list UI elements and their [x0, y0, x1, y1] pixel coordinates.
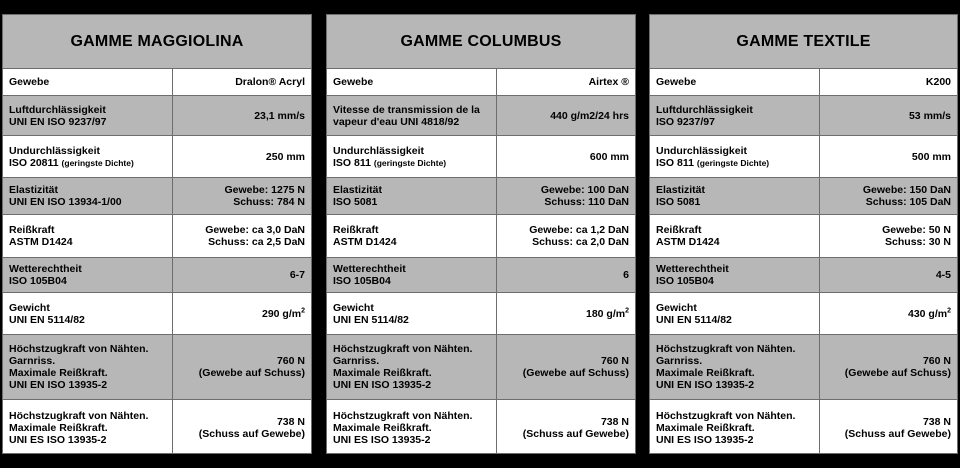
label-line: Luftdurchlässigkeit [9, 103, 106, 116]
row-luft-dampf [3, 96, 311, 136]
value-line: Schuss: 105 DaN [865, 196, 951, 208]
value-line: 600 mm [589, 150, 629, 163]
property-label [650, 293, 820, 334]
property-label [650, 136, 820, 177]
value-line: (Schuss auf Gewebe) [522, 427, 629, 440]
label-line: Höchstzugkraft von Nähten. [333, 343, 473, 355]
label-line: Undurchlässigkeit [9, 144, 101, 157]
label-line: Garnriss. [656, 355, 703, 367]
row-hoechstzugkraft [3, 400, 311, 454]
row-hoechstzugkraft-garnriss [650, 335, 957, 400]
label-line: Gewebe [656, 76, 697, 88]
value-line: Schuss: ca 2,5 DaN [208, 236, 305, 248]
label-line: Maximale Reißkraft. [656, 367, 755, 379]
value-line: (Schuss auf Gewebe) [198, 427, 305, 440]
panel-textile [649, 14, 958, 454]
row-elastizitaet [3, 178, 311, 215]
row-reisskraft [3, 215, 311, 258]
property-label [650, 215, 820, 257]
value-line: K200 [925, 76, 951, 88]
value-superscript: 2 [947, 307, 951, 314]
label-line: ISO 20811 [9, 156, 59, 169]
value-line: Gewebe: ca 3,0 DaN [205, 224, 305, 236]
panel-columbus [326, 14, 636, 454]
row-hoechstzugkraft-garnriss [327, 335, 635, 400]
property-label [650, 178, 820, 214]
property-label [650, 335, 820, 399]
property-value [173, 215, 311, 257]
label-line: ISO 811 [333, 156, 371, 169]
value-line: Gewebe: 100 DaN [540, 184, 629, 196]
property-value [820, 335, 957, 399]
row-hoechstzugkraft [327, 400, 635, 454]
label-line: Höchstzugkraft von Nähten. [656, 409, 796, 422]
value-superscript: 2 [301, 307, 305, 314]
property-label [650, 400, 820, 454]
label-line: Maximale Reißkraft. [656, 421, 755, 434]
value-line: 760 N [922, 355, 951, 367]
property-value [173, 335, 311, 399]
property-value [820, 258, 957, 292]
label-line: Maximale Reißkraft. [333, 421, 432, 434]
value-line [908, 308, 951, 320]
value-line: Schuss: 784 N [233, 196, 305, 208]
row-undurchlaessigkeit [327, 136, 635, 178]
property-label [650, 258, 820, 292]
property-label [650, 69, 820, 95]
value-line: Schuss: ca 2,0 DaN [532, 236, 629, 248]
row-gewebe [3, 69, 311, 96]
property-value [497, 293, 635, 334]
label-line: ASTM D1424 [333, 236, 397, 248]
row-elastizitaet [650, 178, 957, 215]
row-wetterechtheit [650, 258, 957, 293]
label-line: ISO 5081 [656, 196, 701, 208]
label-line: ASTM D1424 [656, 236, 720, 248]
property-value [497, 69, 635, 95]
label-line: Luftdurchlässigkeit [656, 103, 753, 116]
label-line: UNI EN 5114/82 [656, 313, 732, 326]
row-wetterechtheit [3, 258, 311, 293]
label-line: Elastizität [9, 184, 59, 196]
property-value [173, 293, 311, 334]
label-line: Reißkraft [9, 224, 55, 236]
property-label [3, 293, 173, 334]
property-label [3, 96, 173, 135]
row-gewicht [650, 293, 957, 335]
label-line: Vitesse de transmission de la [333, 103, 480, 116]
value-line: Schuss: 30 N [885, 236, 951, 248]
value-line: 440 g/m2/24 hrs [550, 109, 629, 122]
label-line: Wetterechtheit [656, 263, 729, 275]
label-line: Undurchlässigkeit [656, 144, 748, 157]
property-label [327, 400, 497, 454]
label-line: UNI EN ISO 13934-1/00 [9, 196, 122, 208]
value-line: Gewebe: 50 N [882, 224, 951, 236]
row-reisskraft [650, 215, 957, 258]
label-line: Wetterechtheit [9, 263, 82, 275]
row-elastizitaet [327, 178, 635, 215]
property-value [173, 136, 311, 177]
label-line: Gewebe [333, 76, 374, 88]
label-line: Reißkraft [333, 224, 379, 236]
row-wetterechtheit [327, 258, 635, 293]
property-label [3, 258, 173, 292]
label-line: Wetterechtheit [333, 263, 406, 275]
property-value [820, 96, 957, 135]
value-text: 430 g/m [907, 307, 948, 320]
property-label [3, 400, 173, 454]
label-line: ASTM D1424 [9, 236, 73, 248]
row-gewebe [327, 69, 635, 96]
property-value [173, 178, 311, 214]
property-value [820, 215, 957, 257]
panel-title: GAMME TEXTILE [650, 15, 957, 69]
value-line: 500 mm [911, 150, 951, 163]
property-label [327, 96, 497, 135]
value-superscript: 2 [625, 307, 629, 314]
value-line: Gewebe: 1275 N [224, 184, 305, 196]
label-line: ISO 105B04 [333, 275, 391, 287]
label-line: Garnriss. [9, 355, 56, 367]
row-hoechstzugkraft [650, 400, 957, 454]
property-value [497, 258, 635, 292]
property-label [327, 335, 497, 399]
label-line: UNI ES ISO 13935-2 [333, 433, 431, 446]
property-value [173, 96, 311, 135]
value-line: 760 N [276, 355, 305, 367]
value-line: 53 mm/s [908, 109, 951, 122]
property-value [173, 69, 311, 95]
row-hoechstzugkraft-garnriss [3, 335, 311, 400]
value-line: 6 [623, 269, 629, 281]
property-value [820, 400, 957, 454]
row-gewicht [327, 293, 635, 335]
value-line: 760 N [600, 355, 629, 367]
panel-maggiolina [2, 14, 312, 454]
property-value [820, 69, 957, 95]
label-line: ISO 105B04 [656, 275, 714, 287]
label-line: Höchstzugkraft von Nähten. [656, 343, 796, 355]
value-line: 738 N [276, 415, 305, 428]
value-line: (Schuss auf Gewebe) [844, 427, 951, 440]
label-line: UNI EN ISO 13935-2 [333, 379, 432, 391]
label-line: Garnriss. [333, 355, 380, 367]
label-line: UNI EN ISO 13935-2 [9, 379, 108, 391]
property-value [820, 178, 957, 214]
property-label [3, 215, 173, 257]
property-value [497, 178, 635, 214]
label-line: Höchstzugkraft von Nähten. [9, 343, 149, 355]
value-line: (Gewebe auf Schuss) [198, 367, 305, 379]
label-line: ISO 9237/97 [656, 115, 715, 128]
row-undurchlaessigkeit [3, 136, 311, 178]
label-line: Maximale Reißkraft. [9, 367, 108, 379]
row-gewebe [650, 69, 957, 96]
label-line: Elastizität [333, 184, 383, 196]
label-line: UNI EN ISO 13935-2 [656, 379, 755, 391]
property-label [327, 136, 497, 177]
property-value [497, 136, 635, 177]
property-label [327, 69, 497, 95]
label-line: Gewicht [9, 301, 50, 314]
panel-title: GAMME COLUMBUS [327, 15, 635, 69]
row-reisskraft [327, 215, 635, 258]
value-line: (Gewebe auf Schuss) [522, 367, 629, 379]
property-label [327, 215, 497, 257]
property-label [327, 178, 497, 214]
label-line: Undurchlässigkeit [333, 144, 425, 157]
property-label [3, 178, 173, 214]
value-line [262, 308, 305, 320]
value-line: 738 N [922, 415, 951, 428]
row-luft-dampf [650, 96, 957, 136]
property-label [327, 258, 497, 292]
label-line: UNI EN 5114/82 [333, 313, 409, 326]
label-line: ISO 105B04 [9, 275, 67, 287]
value-line: Gewebe: 150 DaN [862, 184, 951, 196]
value-line: Airtex ® [588, 76, 629, 88]
label-line: Höchstzugkraft von Nähten. [333, 409, 473, 422]
value-line [586, 308, 629, 320]
property-value [820, 293, 957, 334]
label-line: Gewebe [9, 76, 50, 88]
value-line: Schuss: 110 DaN [544, 196, 629, 208]
panel-title: GAMME MAGGIOLINA [3, 15, 311, 69]
row-gewicht [3, 293, 311, 335]
property-value [173, 258, 311, 292]
label-line: ISO 5081 [333, 196, 378, 208]
value-line: 738 N [600, 415, 629, 428]
label-line: Gewicht [656, 301, 697, 314]
label-line: Reißkraft [656, 224, 702, 236]
label-line: ISO 811 [656, 156, 694, 169]
value-line: (Gewebe auf Schuss) [844, 367, 951, 379]
label-note: (geringste Dichte) [373, 157, 447, 168]
label-line: Elastizität [656, 184, 706, 196]
property-label [3, 69, 173, 95]
label-line: UNI ES ISO 13935-2 [9, 433, 107, 446]
label-note: (geringste Dichte) [696, 157, 770, 168]
value-line: 4-5 [935, 269, 951, 281]
property-value [497, 400, 635, 454]
property-label [3, 136, 173, 177]
label-line: vapeur d'eau UNI 4818/92 [333, 115, 460, 128]
property-label [327, 293, 497, 334]
property-value [820, 136, 957, 177]
value-line: 6-7 [289, 269, 305, 281]
row-undurchlaessigkeit [650, 136, 957, 178]
row-luft-dampf [327, 96, 635, 136]
label-line: UNI ES ISO 13935-2 [656, 433, 754, 446]
property-label [3, 335, 173, 399]
property-value [497, 335, 635, 399]
value-text: 290 g/m [261, 307, 302, 320]
label-line: Maximale Reißkraft. [333, 367, 432, 379]
value-text: 180 g/m [585, 307, 626, 320]
value-line: Dralon® Acryl [235, 76, 305, 88]
property-value [173, 400, 311, 454]
label-line: UNI EN ISO 9237/97 [9, 115, 107, 128]
label-line: Maximale Reißkraft. [9, 421, 108, 434]
label-note: (geringste Dichte) [61, 157, 134, 168]
property-value [497, 96, 635, 135]
label-line: UNI EN 5114/82 [9, 313, 85, 326]
property-label [650, 96, 820, 135]
value-line: 250 mm [265, 150, 305, 163]
property-value [497, 215, 635, 257]
label-line: Gewicht [333, 301, 374, 314]
value-line: Gewebe: ca 1,2 DaN [529, 224, 629, 236]
label-line: Höchstzugkraft von Nähten. [9, 409, 149, 422]
value-line: 23,1 mm/s [254, 109, 305, 122]
